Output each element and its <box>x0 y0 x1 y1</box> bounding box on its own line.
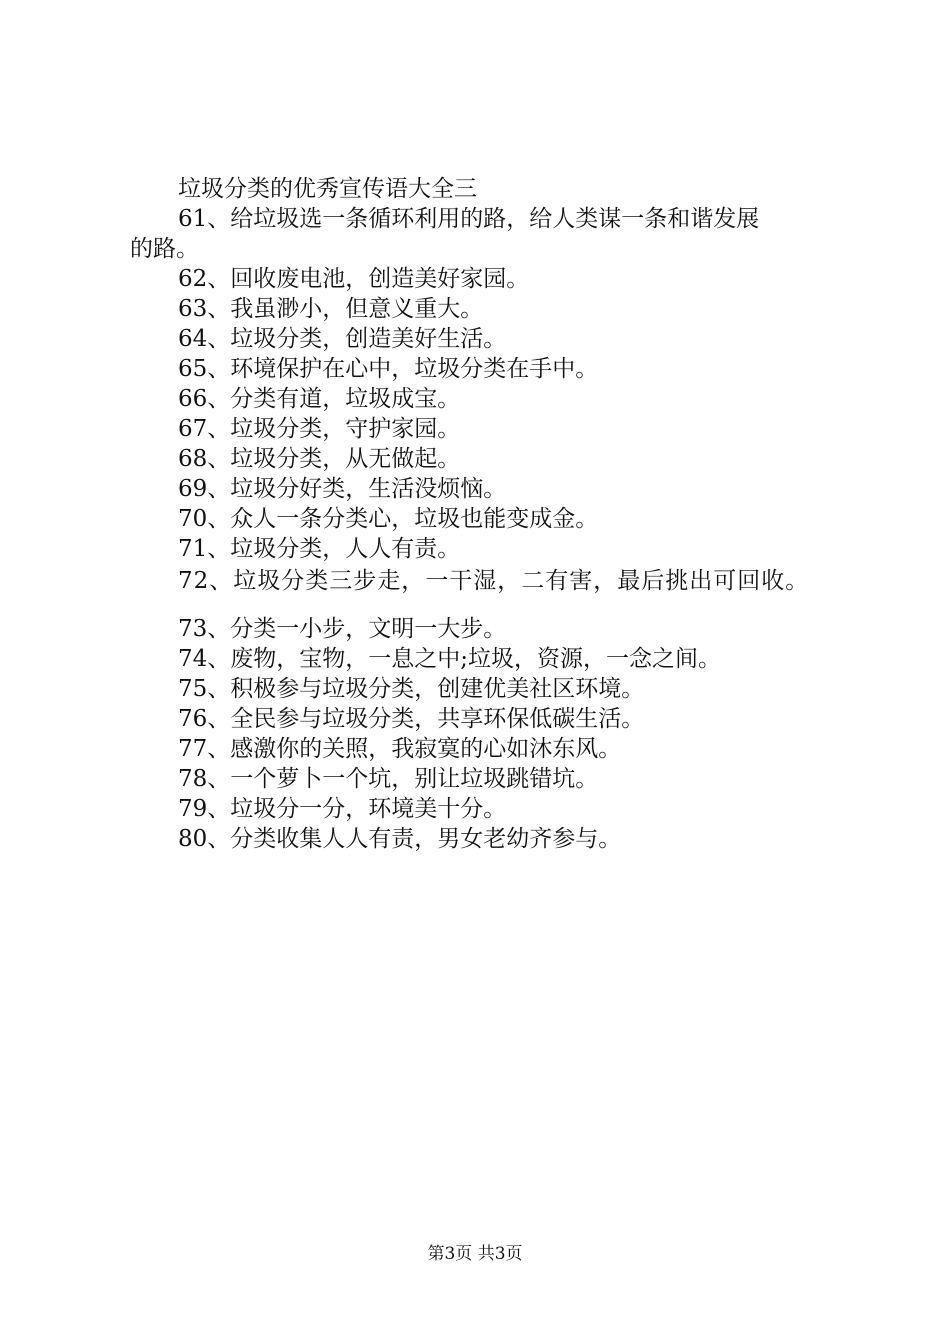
list-item-67: 67、垃圾分类，守护家园。 <box>178 416 461 442</box>
list-item-68: 68、垃圾分类，从无做起。 <box>178 446 461 472</box>
list-item-73: 73、分类一小步，文明一大步。 <box>178 616 507 642</box>
document-title: 垃圾分类的优秀宣传语大全三 <box>178 176 477 202</box>
page-footer: 第3页 共3页 <box>427 1244 523 1264</box>
list-item-75: 75、积极参与垃圾分类，创建优美社区环境。 <box>178 676 645 702</box>
list-item-63: 63、我虽渺小，但意义重大。 <box>178 296 484 322</box>
list-item-66: 66、分类有道，垃圾成宝。 <box>178 386 461 412</box>
list-item-74: 74、废物，宝物，一息之中;垃圾，资源，一念之间。 <box>178 646 722 672</box>
list-item-61-continuation: 的路。 <box>130 236 199 262</box>
list-item-78: 78、一个萝卜一个坑，别让垃圾跳错坑。 <box>178 766 599 792</box>
list-item-61: 61、给垃圾选一条循环利用的路，给人类谋一条和谐发展 <box>178 206 760 232</box>
list-item-70: 70、众人一条分类心，垃圾也能变成金。 <box>178 506 599 532</box>
list-item-80: 80、分类收集人人有责，男女老幼齐参与。 <box>178 826 622 852</box>
list-item-77: 77、感激你的关照，我寂寞的心如沐东风。 <box>178 736 622 762</box>
list-item-76: 76、全民参与垃圾分类，共享环保低碳生活。 <box>178 706 645 732</box>
list-item-79: 79、垃圾分一分，环境美十分。 <box>178 796 507 822</box>
list-item-62: 62、回收废电池，创造美好家园。 <box>178 266 530 292</box>
document-body <box>130 174 840 854</box>
list-item-72: 72、垃圾分类三步走，一干湿，二有害，最后挑出可回收。 <box>178 568 810 594</box>
list-item-71: 71、垃圾分类，人人有责。 <box>178 536 461 562</box>
list-item-69: 69、垃圾分好类，生活没烦恼。 <box>178 476 507 502</box>
list-item-65: 65、环境保护在心中，垃圾分类在手中。 <box>178 356 599 382</box>
list-item-64: 64、垃圾分类，创造美好生活。 <box>178 326 507 352</box>
